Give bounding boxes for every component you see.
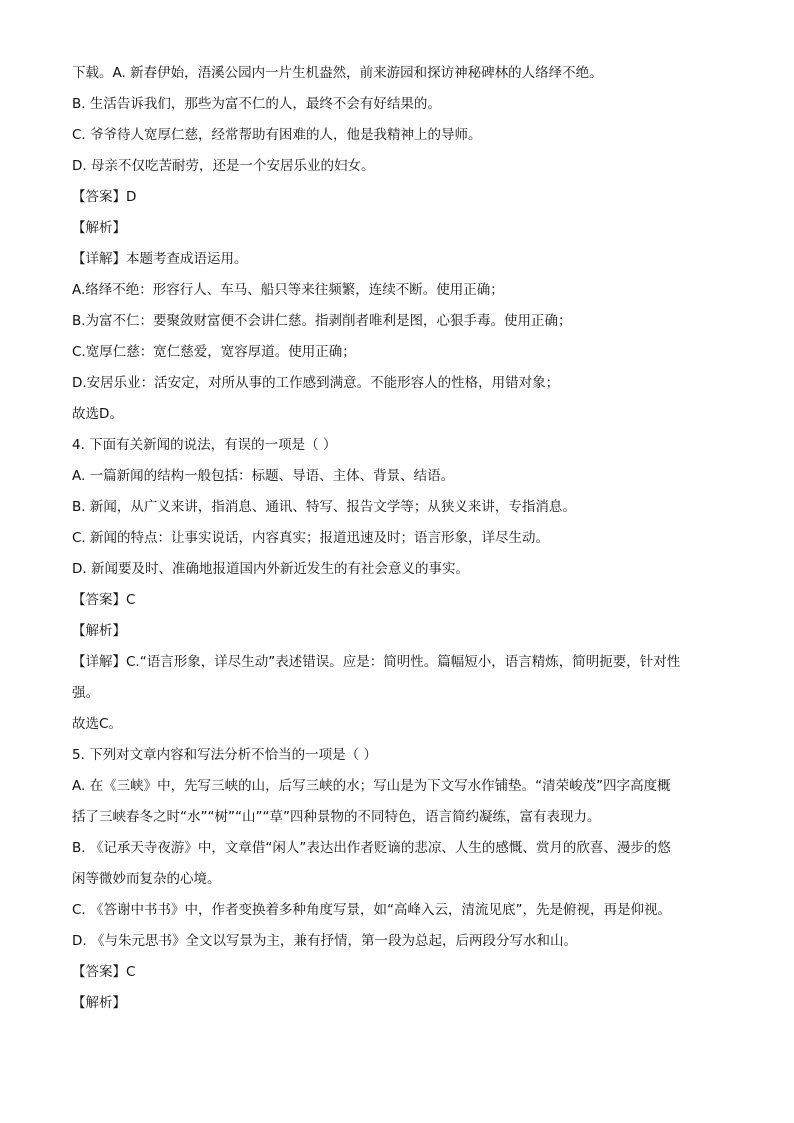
q5-option-b-line-2: 闲等微妙而复杂的心境。 — [72, 871, 221, 887]
explanation-a: A.络绎不绝：形容行人、车马、船只等来往频繁，连续不断。使用正确； — [72, 282, 504, 298]
detail-line: 【详解】本题考查成语运用。 — [72, 251, 248, 267]
option-b-line: B. 生活告诉我们，那些为富不仁的人，最终不会有好结果的。 — [72, 96, 441, 112]
document-page — [72, 58, 732, 1019]
q5-option-b-line-1: B. 《记承天寺夜游》中，文章借“闲人”表达出作者贬谪的悲凉、人生的感慨、赏月的欣喜、漫步的悠 — [72, 840, 671, 856]
q5-option-d: D. 《与朱元思书》全文以写景为主，兼有抒情，第一段为总起，后两段分写水和山。 — [72, 933, 577, 949]
q5-answer: 【答案】C — [72, 964, 136, 980]
option-c-line: C. 爷爷待人宽厚仁慈，经常帮助有困难的人，他是我精神上的导师。 — [72, 127, 482, 143]
q4-option-a: A. 一篇新闻的结构一般包括：标题、导语、主体、背景、结语。 — [72, 468, 455, 484]
q5-analysis-heading: 【解析】 — [72, 995, 126, 1011]
q4-choice-line: 故选C。 — [72, 716, 122, 732]
option-a-line: 下载。A. 新春伊始，浯溪公园内一片生机盎然，前来游园和探访神秘碑林的人络绎不绝。 — [72, 65, 603, 81]
choice-line: 故选D。 — [72, 406, 123, 422]
q4-analysis-heading: 【解析】 — [72, 623, 126, 639]
q4-option-c: C. 新闻的特点：让事实说话，内容真实；报道迅速及时；语言形象，详尽生动。 — [72, 530, 550, 546]
q5-option-a-line-2: 括了三峡春冬之时“水”“树”“山”“草”四种景物的不同特色，语言简约凝练，富有表现力。 — [72, 809, 601, 825]
q4-option-b: B. 新闻，从广义来讲，指消息、通讯、特写、报告文学等；从狭义来讲，专指消息。 — [72, 499, 576, 515]
answer-line: 【答案】D — [72, 189, 137, 205]
explanation-b: B.为富不仁：要聚敛财富便不会讲仁慈。指剥削者唯利是图，心狠手毒。使用正确； — [72, 313, 572, 329]
q4-detail-line-2: 强。 — [72, 685, 99, 701]
q4-detail-line-1: 【详解】C.“语言形象，详尽生动”表述错误。应是：简明性。篇幅短小，语言精炼，简明扼要，针对性 — [72, 654, 681, 670]
q5-option-a-line-1: A. 在《三峡》中，先写三峡的山，后写三峡的水；写山是为下文写水作铺垫。“清荣峻茂”四字高度概 — [72, 778, 671, 794]
explanation-d: D.安居乐业：活安定，对所从事的工作感到满意。不能形容人的性格，用错对象； — [72, 375, 560, 391]
question-5-stem: 5. 下列对文章内容和写法分析不恰当的一项是（ ） — [72, 747, 377, 763]
q4-answer: 【答案】C — [72, 592, 136, 608]
explanation-c: C.宽厚仁慈：宽仁慈爱，宽容厚道。使用正确； — [72, 344, 356, 360]
option-d-line: D. 母亲不仅吃苦耐劳，还是一个安居乐业的妇女。 — [72, 158, 375, 174]
q4-option-d: D. 新闻要及时、准确地报道国内外新近发生的有社会意义的事实。 — [72, 561, 469, 577]
question-4-stem: 4. 下面有关新闻的说法，有误的一项是（ ） — [72, 437, 337, 453]
analysis-heading: 【解析】 — [72, 220, 126, 236]
q5-option-c: C. 《答谢中书书》中，作者变换着多种角度写景，如“高峰入云，清流见底”，先是俯视，再是仰视。 — [72, 902, 671, 918]
